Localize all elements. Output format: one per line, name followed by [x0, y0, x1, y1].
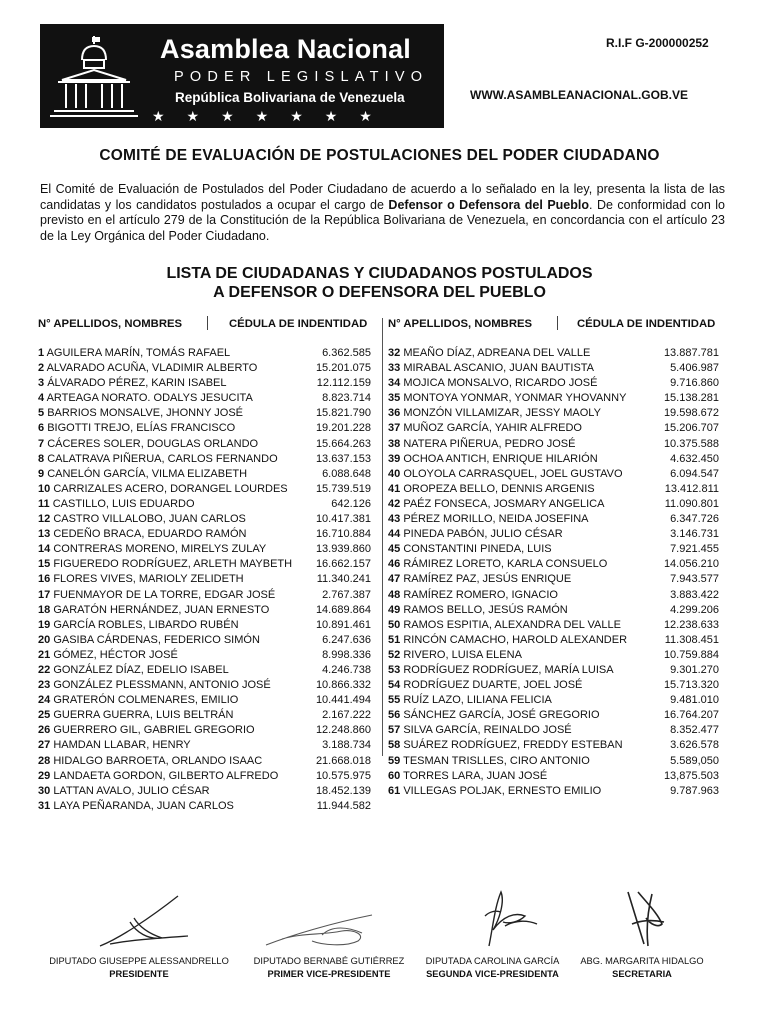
candidate-name: OLOYOLA CARRASQUEL, JOEL GUSTAVO [403, 467, 623, 480]
candidate-number: 37 [388, 422, 401, 435]
candidate-number: 49 [388, 603, 401, 616]
candidate-name: MEAÑO DÍAZ, ADREANA DEL VALLE [403, 347, 591, 359]
list-title [0, 264, 759, 302]
candidate-row [38, 512, 371, 527]
signatory-3 [420, 955, 565, 981]
candidate-name: ALVARADO ACUÑA, VLADIMIR ALBERTO [46, 362, 258, 375]
candidate-name: CONTRERAS MORENO, MIRELYS ZULAY [53, 543, 267, 556]
candidate-number: 56 [388, 709, 401, 722]
signatory-3-role: SEGUNDA VICE-PRESIDENTA [426, 969, 559, 979]
candidate-row [388, 557, 719, 572]
candidate-row [388, 633, 719, 648]
candidate-name: SUÁREZ RODRÍGUEZ, FREDDY ESTEBAN [403, 739, 623, 752]
candidate-row [38, 678, 371, 693]
candidate-id-number: 11.944.582 [316, 799, 371, 812]
candidate-id-number: 10.375.588 [663, 437, 719, 450]
candidate-id-number: 15.138.281 [663, 392, 719, 405]
candidate-number: 12 [38, 513, 51, 526]
signatory-1-name: DIPUTADO GIUSEPPE ALESSANDRELLO [49, 956, 229, 966]
candidate-number: 60 [388, 769, 401, 782]
candidate-id-number: 5.406.987 [670, 362, 719, 375]
right-name-header: N° APELLIDOS, NOMBRES [388, 318, 533, 330]
candidate-name: BARRIOS MONSALVE, JHONNY JOSÉ [47, 407, 243, 420]
candidate-number: 23 [38, 679, 51, 692]
candidate-name: MONTOYA YONMAR, YONMAR YHOVANNY [403, 392, 627, 405]
header-banner [40, 24, 444, 128]
candidate-row [388, 346, 719, 361]
candidate-number: 6 [38, 422, 45, 435]
candidate-name: NATERA PIÑERUA, PEDRO JOSÉ [403, 437, 576, 450]
candidate-name: CÁCERES SOLER, DOUGLAS ORLANDO [47, 437, 259, 450]
signatory-1-role: PRESIDENTE [109, 969, 169, 979]
candidate-number: 54 [388, 679, 401, 692]
candidate-number: 40 [388, 467, 401, 480]
candidate-id-number: 10.891.461 [315, 618, 371, 631]
candidate-number: 42 [388, 497, 401, 510]
candidate-number: 29 [38, 769, 51, 782]
candidate-number: 11 [38, 497, 50, 510]
candidate-name: MUÑOZ GARCÍA, YAHIR ALFREDO [403, 422, 582, 435]
candidate-name: SILVA GARCÍA, REINALDO JOSÉ [403, 724, 572, 737]
candidate-row [38, 799, 371, 814]
candidate-number: 46 [388, 558, 401, 571]
signatory-4-role: SECRETARIA [612, 969, 672, 979]
website-url: WWW.ASAMBLEANACIONAL.GOB.VE [470, 88, 688, 102]
candidate-id-number: 6.362.585 [322, 347, 371, 359]
candidate-id-number: 11.090.801 [664, 497, 719, 510]
candidate-id-number: 13.939.860 [315, 543, 371, 556]
candidate-name: GRATERÓN COLMENARES, EMILIO [53, 694, 239, 707]
candidate-id-number: 10.759.884 [663, 648, 719, 661]
org-country: República Bolivariana de Venezuela [175, 90, 405, 105]
candidate-number: 32 [388, 347, 401, 359]
candidate-name: GONZÁLEZ DÍAZ, EDELIO ISABEL [53, 663, 229, 676]
candidate-id-number: 12.238.633 [663, 618, 719, 631]
candidate-row [388, 769, 719, 784]
candidate-name: CONSTANTINI PINEDA, LUIS [403, 543, 552, 556]
candidate-number: 16 [38, 573, 51, 586]
candidate-row [38, 482, 371, 497]
candidate-id-number: 15.739.519 [315, 482, 371, 495]
candidate-name: GÓMEZ, HÉCTOR JOSÉ [53, 648, 178, 661]
candidate-number: 61 [388, 784, 401, 797]
candidate-id-number: 14.689.864 [315, 603, 371, 616]
candidate-name: OCHOA ANTICH, ENRIQUE HILARIÓN [403, 452, 598, 465]
candidate-row [388, 693, 719, 708]
candidate-id-number: 11.308.451 [664, 633, 719, 646]
candidate-id-number: 14.056.210 [663, 558, 719, 571]
candidate-number: 48 [388, 588, 401, 601]
candidate-number: 25 [38, 709, 51, 722]
candidate-row [388, 678, 719, 693]
candidate-row [388, 648, 719, 663]
candidate-name: AGUILERA MARÍN, TOMÁS RAFAEL [46, 347, 231, 359]
candidate-row [388, 542, 719, 557]
candidate-number: 28 [38, 754, 51, 767]
candidate-id-number: 18.452.139 [315, 784, 371, 797]
stars-row: ★★★★★★★ [152, 108, 394, 124]
candidate-number: 4 [38, 392, 45, 405]
candidate-id-number: 16.710.884 [315, 528, 371, 541]
candidate-number: 55 [388, 694, 401, 707]
candidate-row [388, 603, 719, 618]
candidate-number: 33 [388, 362, 401, 375]
candidate-name: PÉREZ MORILLO, NEIDA JOSEFINA [403, 513, 589, 526]
candidate-number: 51 [388, 633, 401, 646]
candidate-id-number: 3.146.731 [670, 528, 719, 541]
candidate-row [38, 406, 371, 421]
candidate-name: GASIBA CÁRDENAS, FEDERICO SIMÓN [53, 633, 260, 646]
right-id-header: CÉDULA DE INDENTIDAD [577, 318, 716, 330]
left-header-separator [207, 316, 208, 330]
candidate-id-number: 4.632.450 [670, 452, 719, 465]
candidate-name: RUÍZ LAZO, LILIANA FELICIA [403, 694, 552, 707]
candidate-id-number: 11.340.241 [316, 573, 371, 586]
list-title-line2: A DEFENSOR O DEFENSORA DEL PUEBLO [213, 284, 546, 301]
candidate-number: 43 [388, 513, 401, 526]
candidate-number: 35 [388, 392, 401, 405]
candidate-name: OROPEZA BELLO, DENNIS ARGENIS [403, 482, 595, 495]
intro-paragraph [40, 182, 725, 244]
candidate-row [38, 376, 371, 391]
candidate-id-number: 10.575.975 [315, 769, 371, 782]
candidate-number: 19 [38, 618, 51, 631]
candidate-row [38, 769, 371, 784]
candidate-number: 21 [38, 648, 51, 661]
candidate-number: 3 [38, 377, 45, 390]
candidate-name: RAMÍREZ ROMERO, IGNACIO [403, 588, 558, 601]
candidate-name: GUERRA GUERRA, LUIS BELTRÁN [53, 709, 234, 722]
candidate-name: GONZÁLEZ PLESSMANN, ANTONIO JOSÉ [53, 679, 271, 692]
candidate-number: 30 [38, 784, 51, 797]
right-header-separator [557, 316, 558, 330]
org-subtitle: PODER LEGISLATIVO [174, 69, 429, 85]
candidate-number: 20 [38, 633, 51, 646]
candidate-name: CALATRAVA PIÑERUA, CARLOS FERNANDO [47, 452, 278, 465]
candidate-number: 59 [388, 754, 401, 767]
candidates-left-column [38, 346, 371, 814]
candidate-id-number: 13.887.781 [663, 347, 719, 359]
candidate-name: GARATÓN HERNÁNDEZ, JUAN ERNESTO [53, 603, 270, 616]
candidate-row [388, 467, 719, 482]
candidate-name: MOJICA MONSALVO, RICARDO JOSÉ [403, 377, 598, 390]
candidate-number: 52 [388, 648, 401, 661]
candidate-row [38, 738, 371, 753]
candidate-id-number: 9.716.860 [670, 377, 719, 390]
candidate-name: BIGOTTI TREJO, ELÍAS FRANCISCO [47, 422, 236, 435]
candidate-name: HAMDAN LLABAR, HENRY [53, 739, 191, 752]
candidate-name: GUERRERO GIL, GABRIEL GREGORIO [53, 724, 255, 737]
candidate-number: 44 [388, 528, 401, 541]
candidate-row [388, 361, 719, 376]
capitol-building-icon [48, 34, 140, 120]
candidate-name: ÁLVARADO PÉREZ, KARIN ISABEL [47, 377, 227, 390]
candidate-id-number: 5.589,050 [670, 754, 719, 767]
candidate-name: ARTEAGA NORATO. ODALYS JESUCITA [46, 392, 253, 405]
candidate-id-number: 3.883.422 [670, 588, 719, 601]
candidate-row [38, 421, 371, 436]
candidate-name: RIVERO, LUISA ELENA [403, 648, 522, 661]
candidate-row [38, 708, 371, 723]
candidate-number: 17 [38, 588, 51, 601]
candidate-row [38, 588, 371, 603]
candidate-row [388, 376, 719, 391]
candidate-name: RINCÓN CAMACHO, HAROLD ALEXANDER [403, 633, 628, 646]
candidate-row [388, 497, 719, 512]
committee-title: COMITÉ DE EVALUACIÓN DE POSTULACIONES DEL PODER CIUDADANO [99, 147, 660, 164]
signature-hidalgo [618, 884, 674, 950]
candidate-name: HIDALGO BARROETA, ORLANDO ISAAC [53, 754, 263, 767]
candidate-name: CARRIZALES ACERO, DORANGEL LOURDES [53, 482, 288, 495]
intro-bold: Defensor o Defensora del Pueblo [388, 197, 589, 212]
candidate-row [388, 708, 719, 723]
candidate-id-number: 15.206.707 [663, 422, 719, 435]
signatory-2-name: DIPUTADO BERNABÉ GUTIÉRREZ [253, 956, 405, 966]
candidate-id-number: 8.823.714 [322, 392, 371, 405]
candidate-row [388, 663, 719, 678]
candidate-row [38, 361, 371, 376]
candidate-row [388, 738, 719, 753]
candidate-number: 15 [38, 558, 51, 571]
candidate-id-number: 15.821.790 [315, 407, 371, 420]
candidate-name: CANELÓN GARCÍA, VILMA ELIZABETH [47, 467, 248, 480]
candidate-number: 10 [38, 482, 51, 495]
candidate-number: 9 [38, 467, 45, 480]
signatory-1 [43, 955, 235, 981]
candidate-name: RÁMIREZ LORETO, KARLA CONSUELO [403, 558, 608, 571]
candidate-id-number: 8.352.477 [670, 724, 719, 737]
candidate-number: 22 [38, 663, 51, 676]
candidate-number: 58 [388, 739, 401, 752]
left-id-header: CÉDULA DE INDENTIDAD [229, 318, 368, 330]
candidate-id-number: 12.248.860 [315, 724, 371, 737]
candidate-number: 2 [38, 362, 45, 375]
candidate-id-number: 9.787.963 [670, 784, 719, 797]
candidate-number: 50 [388, 618, 401, 631]
candidate-number: 53 [388, 663, 401, 676]
candidate-id-number: 7.943.577 [670, 573, 719, 586]
candidate-id-number: 19.598.672 [663, 407, 719, 420]
candidate-row [388, 588, 719, 603]
candidate-row [388, 482, 719, 497]
candidate-number: 5 [38, 407, 45, 420]
candidate-row [38, 603, 371, 618]
candidate-row [38, 467, 371, 482]
candidate-id-number: 10.417.381 [315, 513, 371, 526]
candidate-name: RAMOS BELLO, JESÚS RAMÓN [403, 603, 568, 616]
candidate-number: 57 [388, 724, 401, 737]
list-title-line1: LISTA DE CIUDADANAS Y CIUDADANOS POSTULADOS [166, 265, 593, 282]
candidate-number: 41 [388, 482, 401, 495]
candidate-id-number: 16.764.207 [663, 709, 719, 722]
candidate-id-number: 12.112.159 [316, 377, 371, 390]
candidate-number: 36 [388, 407, 401, 420]
column-divider [382, 318, 383, 756]
candidate-id-number: 8.998.336 [322, 648, 371, 661]
org-name: Asamblea Nacional [160, 34, 412, 64]
candidate-name: SÁNCHEZ GARCÍA, JOSÉ GREGORIO [403, 709, 600, 722]
candidate-row [38, 557, 371, 572]
signature-gutierrez [262, 905, 392, 951]
candidate-row [388, 437, 719, 452]
candidate-id-number: 9.481.010 [670, 694, 719, 707]
signatory-4 [578, 955, 706, 981]
signatory-2 [243, 955, 415, 981]
candidate-name: PINEDA PABÓN, JULIO CÉSAR [403, 528, 563, 541]
candidate-row [388, 391, 719, 406]
candidate-row [388, 723, 719, 738]
candidate-number: 24 [38, 694, 51, 707]
candidate-row [38, 437, 371, 452]
candidate-id-number: 10.441.494 [315, 694, 371, 707]
candidate-number: 39 [388, 452, 401, 465]
candidate-id-number: 2.167.222 [322, 709, 371, 722]
candidates-right-column [388, 346, 719, 799]
candidate-name: MONZÓN VILLAMIZAR, JESSY MAOLY [403, 407, 601, 420]
candidate-row [38, 648, 371, 663]
intro-part1: El Comité de Evaluación de Postulados del Poder Ciudadano de acuerdo a lo señalado en la ley, presenta la lista de las candidatas y los candidatos postulados a ocupar el cargo de [40, 182, 725, 212]
candidate-name: RODRÍGUEZ DUARTE, JOEL JOSÉ [403, 679, 583, 692]
candidate-number: 31 [38, 799, 51, 812]
candidate-id-number: 3.188.734 [322, 739, 371, 752]
candidate-number: 26 [38, 724, 51, 737]
candidate-name: FUENMAYOR DE LA TORRE, EDGAR JOSÉ [53, 588, 276, 601]
candidate-row [388, 754, 719, 769]
candidate-name: LAYA PEÑARANDA, JUAN CARLOS [53, 799, 234, 812]
candidate-name: MIRABAL ASCANIO, JUAN BAUTISTA [403, 362, 595, 375]
candidate-number: 47 [388, 573, 401, 586]
candidate-row [38, 618, 371, 633]
candidate-number: 8 [38, 452, 45, 465]
candidate-row [38, 663, 371, 678]
candidate-name: RAMOS ESPITIA, ALEXANDRA DEL VALLE [403, 618, 621, 631]
candidate-id-number: 21.668.018 [315, 754, 371, 767]
candidate-name: RAMÍREZ PAZ, JESÚS ENRIQUE [403, 573, 572, 586]
candidate-row [388, 406, 719, 421]
candidate-row [38, 784, 371, 799]
candidate-id-number: 13.637.153 [315, 452, 371, 465]
signatory-2-role: PRIMER VICE-PRESIDENTE [267, 969, 391, 979]
candidate-id-number: 3.626.578 [670, 739, 719, 752]
candidate-name: FIGUEREDO RODRÍGUEZ, ARLETH MAYBETH [53, 558, 293, 571]
candidate-number: 14 [38, 543, 51, 556]
candidate-name: PAÉZ FONSECA, JOSMARY ANGELICA [403, 497, 605, 510]
candidate-number: 1 [38, 347, 45, 359]
candidate-name: TESMAN TRISLLES, CIRO ANTONIO [403, 754, 590, 767]
candidate-name: CASTILLO, LUIS EDUARDO [52, 497, 195, 510]
candidate-row [388, 527, 719, 542]
candidate-number: 27 [38, 739, 51, 752]
candidate-id-number: 6.247.636 [322, 633, 371, 646]
candidate-id-number: 7.921.455 [670, 543, 719, 556]
candidate-name: GARCÍA ROBLES, LIBARDO RUBÉN [53, 618, 239, 631]
candidate-id-number: 6.088.648 [322, 467, 371, 480]
candidate-name: FLORES VIVES, MARIOLY ZELIDETH [53, 573, 244, 586]
candidate-row [38, 452, 371, 467]
signature-garcia [475, 886, 545, 950]
candidate-number: 7 [38, 437, 45, 450]
candidate-id-number: 19.201.228 [315, 422, 371, 435]
candidate-id-number: 6.094.547 [670, 467, 719, 480]
intro-part2: . De conformidad con lo previsto en el artículo 279 de la Constitución de la República Bolivariana de Venezuela, en concordancia con el artículo 23 de la Ley Orgánica del Poder Ciudadano. [40, 197, 726, 243]
candidate-id-number: 10.866.332 [315, 679, 371, 692]
candidate-row [388, 421, 719, 436]
signatory-3-name: DIPUTADA CAROLINA GARCÍA [425, 956, 560, 966]
candidate-number: 13 [38, 528, 51, 541]
candidate-name: RODRÍGUEZ RODRÍGUEZ, MARÍA LUISA [403, 663, 614, 676]
candidate-id-number: 4.246.738 [322, 663, 371, 676]
rif-number: R.I.F G-200000252 [606, 36, 709, 50]
candidate-row [38, 572, 371, 587]
candidate-number: 38 [388, 437, 401, 450]
candidate-number: 34 [388, 377, 401, 390]
candidate-name: VILLEGAS POLJAK, ERNESTO EMILIO [403, 784, 602, 797]
signature-alessandrello [90, 888, 200, 952]
candidate-row [388, 572, 719, 587]
candidate-row [38, 754, 371, 769]
candidate-id-number: 6.347.726 [670, 513, 719, 526]
candidate-row [38, 497, 371, 512]
candidate-row [388, 452, 719, 467]
candidate-row [38, 542, 371, 557]
candidate-row [38, 391, 371, 406]
candidate-row [388, 618, 719, 633]
candidate-id-number: 13.412.811 [664, 482, 719, 495]
candidate-number: 45 [388, 543, 401, 556]
candidate-id-number: 9.301.270 [670, 663, 719, 676]
candidate-row [38, 633, 371, 648]
candidate-id-number: 13,875.503 [663, 769, 719, 782]
candidate-id-number: 15.713.320 [663, 679, 719, 692]
candidate-number: 18 [38, 603, 51, 616]
candidate-row [38, 693, 371, 708]
candidate-name: LANDAETA GORDON, GILBERTO ALFREDO [53, 769, 279, 782]
candidate-name: LATTAN AVALO, JULIO CÉSAR [53, 784, 210, 797]
candidate-id-number: 15.201.075 [315, 362, 371, 375]
candidate-id-number: 2.767.387 [322, 588, 371, 601]
signatory-4-name: ABG. MARGARITA HIDALGO [580, 956, 704, 966]
candidate-id-number: 4.299.206 [670, 603, 719, 616]
candidate-name: CEDEÑO BRACA, EDUARDO RAMÓN [53, 528, 247, 541]
candidate-row [388, 512, 719, 527]
candidate-name: CASTRO VILLALOBO, JUAN CARLOS [53, 513, 246, 526]
candidate-row [388, 784, 719, 799]
candidate-id-number: 642.126 [331, 497, 371, 510]
candidate-row [38, 723, 371, 738]
candidate-row [38, 346, 371, 361]
candidate-name: TORRES LARA, JUAN JOSÉ [403, 769, 548, 782]
candidate-id-number: 16.662.157 [315, 558, 371, 571]
candidate-id-number: 15.664.263 [315, 437, 371, 450]
candidate-row [38, 527, 371, 542]
left-name-header: N° APELLIDOS, NOMBRES [38, 318, 183, 330]
